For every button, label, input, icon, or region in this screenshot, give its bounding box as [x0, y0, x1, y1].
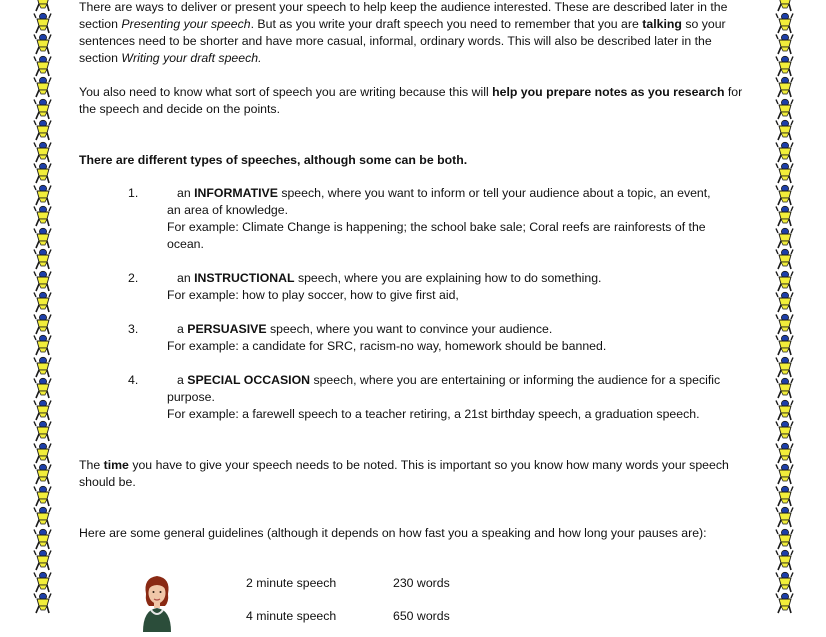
- cheering-student-icon: [772, 442, 796, 464]
- type-example: For example: a candidate for SRC, racism-no way, homework should be banned.: [167, 339, 607, 353]
- text-run: . But as you write your draft speech you need to remember that you are: [250, 17, 643, 31]
- cheering-student-icon: [30, 227, 54, 249]
- cheering-student-icon: [772, 356, 796, 378]
- cheering-student-icon: [772, 334, 796, 356]
- type-line: [177, 270, 747, 287]
- cheering-student-icon: [772, 184, 796, 206]
- cheering-student-icon: [772, 291, 796, 313]
- cheering-student-icon: [772, 528, 796, 550]
- cheering-student-icon: [772, 76, 796, 98]
- cheering-student-icon: [30, 549, 54, 571]
- type-description: speech, where you are entertaining or informing the audience for a specific: [310, 373, 721, 387]
- text-run: The: [79, 458, 104, 472]
- cheering-student-icon: [30, 291, 54, 313]
- guideline-duration: 4 minute speech: [246, 609, 337, 623]
- text-run: You also need to know what sort of speech you are writing because this will: [79, 85, 493, 99]
- type-name: PERSUASIVE: [187, 322, 267, 336]
- cheering-student-icon: [30, 442, 54, 464]
- cheering-student-icon: [30, 248, 54, 270]
- type-name: INFORMATIVE: [194, 186, 278, 200]
- cheering-student-icon: [772, 119, 796, 141]
- text-run: a: [177, 322, 188, 336]
- cheering-student-icon: [772, 141, 796, 163]
- cheering-student-icon: [772, 506, 796, 528]
- cheering-student-icon: [30, 571, 54, 593]
- type-line: [177, 321, 747, 338]
- type-line: [177, 185, 747, 202]
- cheering-student-icon: [30, 399, 54, 421]
- notes-paragraph: [79, 84, 749, 118]
- type-example: For example: a farewell speech to a teacher retiring, a 21st birthday speech, a graduation speech.: [167, 407, 700, 421]
- emphasis: time: [103, 458, 129, 472]
- type-description: speech, where you want to convince your audience.: [266, 322, 553, 336]
- cheering-student-icon: [772, 205, 796, 227]
- cheering-student-icon: [772, 162, 796, 184]
- text-run: you have to give your speech needs to be noted. This is important so you know how many words your speech should be.: [79, 458, 729, 489]
- text-run: so your sentences need to be shorter and have more casual, informal, ordinary words. This will also be described later in the section: [79, 17, 726, 65]
- cheering-student-icon: [30, 98, 54, 120]
- cheering-student-icon: [30, 76, 54, 98]
- cheering-student-icon: [30, 162, 54, 184]
- text-run: There are ways to deliver or present your speech to help keep the audience interested. These are described later in the section: [79, 0, 728, 31]
- cheering-student-icon: [30, 205, 54, 227]
- intro-paragraph: [79, 0, 749, 67]
- cheering-student-icon: [30, 55, 54, 77]
- cheering-student-icon: [30, 33, 54, 55]
- cheering-student-icon: [772, 549, 796, 571]
- time-paragraph: [79, 457, 729, 491]
- cheering-student-icon: [772, 571, 796, 593]
- cheering-student-icon: [772, 313, 796, 335]
- cheering-student-icon: [30, 12, 54, 34]
- list-number: 1.: [128, 186, 139, 200]
- type-example: For example: Climate Change is happening; the school bake sale; Coral reefs are rainforests of the: [167, 220, 706, 234]
- cheering-student-icon: [30, 377, 54, 399]
- list-number: 2.: [128, 271, 139, 285]
- guideline-words: 230 words: [393, 576, 450, 590]
- types-heading: There are different types of speeches, although some can be both.: [79, 153, 468, 167]
- type-description: speech, where you want to inform or tell your audience about a topic, an event,: [277, 186, 711, 200]
- type-description-cont: purpose.: [167, 390, 215, 404]
- text-run: an: [177, 271, 195, 285]
- cheering-student-icon: [772, 33, 796, 55]
- cheering-student-icon: [772, 0, 796, 12]
- cheering-student-icon: [30, 506, 54, 528]
- cheering-student-icon: [772, 420, 796, 442]
- cheering-student-icon: [772, 248, 796, 270]
- cheering-student-icon: [772, 55, 796, 77]
- cheering-student-icon: [772, 377, 796, 399]
- cheering-student-icon: [772, 399, 796, 421]
- cheering-student-icon: [772, 12, 796, 34]
- cheering-student-icon: [30, 463, 54, 485]
- section-reference: Presenting your speech: [121, 17, 251, 31]
- emphasis: talking: [642, 17, 682, 31]
- type-description: speech, where you are explaining how to do something.: [294, 271, 602, 285]
- text-run: a: [177, 373, 188, 387]
- cheering-student-icon: [772, 98, 796, 120]
- type-description-cont: an area of knowledge.: [167, 203, 289, 217]
- cheering-student-icon: [772, 270, 796, 292]
- cheering-student-icon: [30, 141, 54, 163]
- cheering-student-icon: [30, 334, 54, 356]
- cheering-student-icon: [30, 485, 54, 507]
- cheering-student-icon: [772, 227, 796, 249]
- text-run: an: [177, 186, 195, 200]
- cheering-student-icon: [772, 463, 796, 485]
- cheering-student-icon: [30, 356, 54, 378]
- type-name: SPECIAL OCCASION: [187, 373, 311, 387]
- list-number: 4.: [128, 373, 139, 387]
- cheering-student-icon: [30, 0, 54, 12]
- cheering-student-icon: [30, 528, 54, 550]
- cheering-student-icon: [30, 184, 54, 206]
- type-example: For example: how to play soccer, how to give first aid,: [167, 288, 459, 302]
- guideline-words: 650 words: [393, 609, 450, 623]
- cheering-student-icon: [30, 119, 54, 141]
- type-line: [177, 372, 747, 389]
- cheering-student-icon: [30, 270, 54, 292]
- cheering-student-icon: [772, 485, 796, 507]
- type-example-cont: ocean.: [167, 237, 204, 251]
- guideline-duration: 2 minute speech: [246, 576, 337, 590]
- cheering-student-icon: [30, 420, 54, 442]
- type-name: INSTRUCTIONAL: [194, 271, 295, 285]
- cheering-student-icon: [30, 313, 54, 335]
- list-number: 3.: [128, 322, 139, 336]
- cheering-student-icon: [772, 592, 796, 614]
- guidelines-intro: Here are some general guidelines (although it depends on how fast you a speaking and how long your pauses are):: [79, 526, 707, 540]
- emphasis: help you prepare notes as you research: [492, 85, 725, 99]
- text-run: for the speech and decide on the points.: [79, 85, 743, 116]
- cheering-student-icon: [30, 592, 54, 614]
- section-reference: Writing your draft speech.: [121, 51, 262, 65]
- woman-speaker-illustration: [137, 572, 177, 632]
